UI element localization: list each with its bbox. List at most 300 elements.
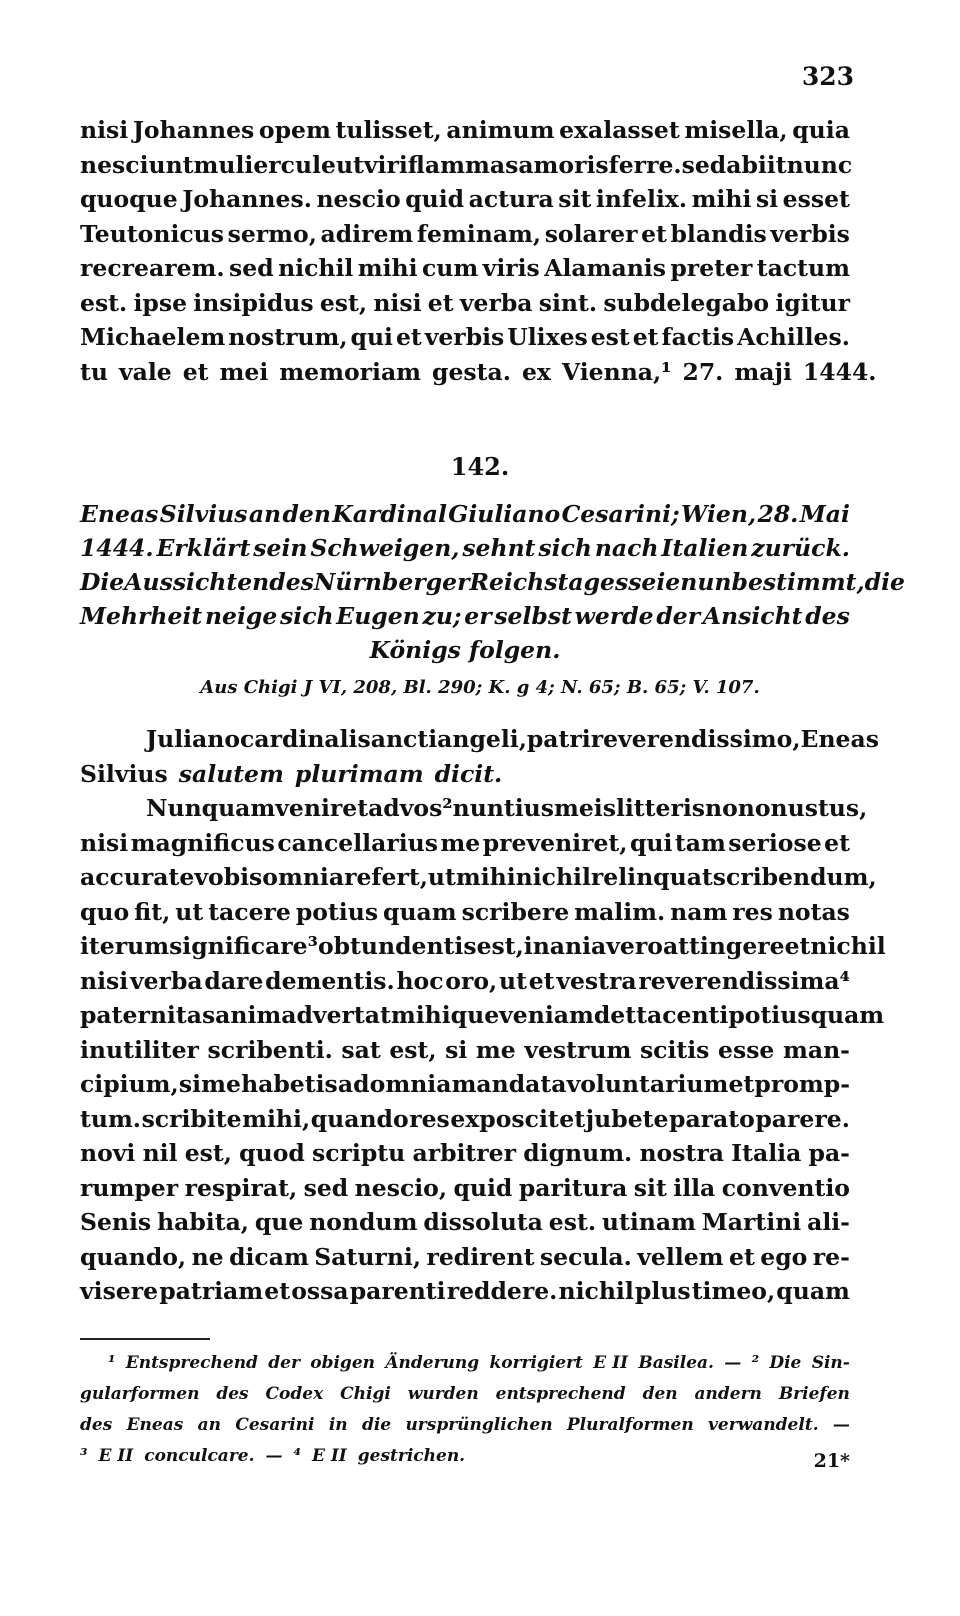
word: voluntarium [566,1070,729,1098]
word: scribenti. [207,1035,333,1064]
word: actura [468,185,554,213]
word: Änderung [385,1353,480,1373]
word: est, [476,932,524,960]
word: reverendissima⁴ [638,966,850,995]
word: Mai [799,500,850,528]
word: muliercule [193,150,336,179]
word: inutiliter [80,1035,199,1064]
word: viris [482,254,540,282]
word: neige [204,602,278,630]
word: animum [446,116,555,144]
word: secula. [539,1242,632,1271]
word: gesta. [432,357,511,386]
word: an [248,500,282,528]
word: dignum. [523,1139,633,1167]
footnotes [80,1348,850,1472]
word: 1444. [802,357,877,386]
word: et [784,932,811,960]
word: adirem [320,219,414,248]
word: conculcare. [144,1446,255,1466]
word: quod [239,1139,305,1167]
word: salutem [178,759,284,788]
word: dicam [229,1242,309,1271]
word: Schweigen, [310,534,460,562]
word: misella, [684,116,788,144]
word: novi [80,1139,136,1167]
word: potius [295,897,379,926]
word: ⁴ [293,1446,301,1466]
word: E II [593,1353,629,1373]
word: quam [810,1001,885,1029]
word: rumper [80,1173,179,1202]
word: Giuliano [448,500,561,528]
letter-number: 142. [450,452,510,481]
text-line [80,497,850,531]
text-line [80,1379,850,1410]
word: magnificus [130,828,275,857]
word: nisi [373,288,422,317]
word: reddere. [446,1277,558,1305]
word: E II [311,1446,347,1466]
text-line [80,1410,850,1441]
word: inania [523,932,607,960]
word: paternitas [80,1001,216,1029]
word: nichil [558,1277,634,1305]
word: flammas [407,150,519,179]
text-line [80,929,886,964]
word: nondum [309,1208,418,1236]
word: maji [734,357,792,386]
word: ali- [807,1208,850,1236]
word: nuntius [452,794,554,822]
word: illa [673,1173,716,1202]
text-line [80,998,885,1033]
word: sein [253,534,308,562]
word: onustus, [754,794,868,822]
word: quando, [80,1242,187,1271]
word: Silvius [159,500,248,528]
word: Chigi [340,1384,391,1404]
text-line [80,565,905,599]
word: jubete [585,1104,669,1133]
word: esset [782,185,850,213]
word: verbis [424,323,505,351]
word: ad [368,794,400,822]
word: que [254,1208,304,1236]
word: ut [427,863,456,891]
word: nostra [639,1139,724,1167]
text-line [80,1274,850,1309]
word: verwandelt. [708,1415,819,1435]
word: werde [574,602,654,630]
word: den [642,1384,678,1404]
text-line [80,722,879,757]
word: et [632,323,659,351]
word: et [264,1277,291,1305]
word: me [475,1035,516,1064]
text-line [80,860,877,895]
word: Eneas [126,1415,184,1435]
word: nunc [786,150,853,179]
word: Wien, [681,500,757,528]
word: ego [760,1242,808,1271]
word: et [395,323,422,351]
word: nisi [80,828,129,857]
word: potius [728,1001,811,1029]
word: Ansicht [702,602,803,630]
word: zu; [422,602,462,630]
word: preter [670,254,753,282]
word: fit, [134,897,171,926]
word: mihi [691,185,752,213]
text-line [80,964,850,999]
word: sed [303,1173,349,1202]
word: Alamanis [544,254,666,282]
word: mihi, [242,1104,311,1133]
word: scribendum, [712,863,877,891]
word: nichil [278,254,354,282]
text-line [80,1067,850,1102]
word: man- [782,1035,850,1064]
word: ferre. [608,150,682,179]
word: est, [319,288,368,317]
word: Italia [731,1139,802,1167]
word: tum. [80,1104,141,1133]
word: det [593,1001,637,1029]
word: Kardinal [332,500,447,528]
word: feminam, [416,219,542,248]
word: zurück. [751,534,850,562]
text-line [80,757,850,792]
word: des [269,568,314,596]
word: angeli, [437,725,527,753]
word: sancti [357,725,438,753]
text-line [80,1240,850,1275]
word: cipium, [80,1070,179,1098]
word: si [178,1070,202,1098]
word: exalasset [559,116,680,144]
word: Teutonicus [80,219,224,248]
word: ut [335,150,364,179]
word: Saturni, [314,1242,422,1271]
word: preveniret, [482,828,628,857]
word: et [182,357,209,386]
word: iterum [80,932,170,960]
word: Pluralformen [566,1415,694,1435]
word: scriptu [312,1139,406,1167]
word: relinquat [590,863,713,891]
word: vestra [556,966,637,995]
word: reverendissimo, [590,725,801,753]
word: obtundentis [317,932,477,960]
word: Juliano [146,725,241,753]
word: animadvertat [215,1001,391,1029]
word: mihique [390,1001,500,1029]
word: ipse [133,288,188,317]
word: — [724,1353,742,1373]
word: Eneas [80,500,159,528]
word: et [427,288,454,317]
word: habetis [241,1070,338,1098]
word: et [728,1070,755,1098]
word: quid [453,1173,513,1202]
word: est [590,323,630,351]
word: mei [219,357,269,386]
word: er [464,602,492,630]
word: me [440,828,481,857]
text-line [80,355,877,390]
text-line [80,113,850,148]
word: sich [538,534,592,562]
word: wurden [407,1384,479,1404]
word: an [197,1415,222,1435]
word: nescio, [354,1173,448,1202]
word: mihi [357,254,418,282]
word: non [705,794,755,822]
word: E II [98,1446,134,1466]
word: quoque [80,185,178,213]
word: vero [606,932,663,960]
word: tu [80,357,108,386]
word: 27. [682,357,724,386]
word: ut [175,897,204,926]
word: si [445,1035,468,1064]
word: scribite [141,1104,242,1133]
word: in [328,1415,348,1435]
word: malim. [574,897,666,926]
letter-142-text [80,722,886,1309]
word: gestrichen. [357,1446,466,1466]
word: verba [129,966,203,995]
word: veniret [275,794,369,822]
word: Codex [265,1384,324,1404]
word: obigen [310,1353,375,1373]
word: Ulixes [507,323,588,351]
word: quam [776,1277,850,1305]
word: re- [812,1242,850,1271]
word: quam [383,897,457,926]
word: nam [670,897,728,926]
word: Silvius [80,759,168,788]
word: igitur [775,288,850,317]
word: ossa [291,1277,349,1305]
word: si [755,185,779,213]
word: recrearem. [80,254,225,282]
word: res [732,897,773,926]
word: vellem [637,1242,724,1271]
word: nesciunt [80,150,194,179]
word: des [805,602,850,630]
word: Basilea. [638,1353,714,1373]
word: Die [769,1353,802,1373]
word: Entsprechend [125,1353,258,1373]
word: et [641,219,667,248]
word: nostrum, [228,323,348,351]
summary-last-line: Königs folgen. [369,636,561,664]
word: Vienna,¹ [561,357,672,386]
word: est, [184,1139,232,1167]
word: unbestimmt, [697,568,865,596]
word: sich [280,602,334,630]
word: Reichstages [469,568,629,596]
word: cum [421,254,479,282]
text-line [80,1171,850,1206]
word: res [409,1104,450,1133]
word: plurimam [294,759,424,788]
word: blandis [670,219,767,248]
word: Johannes [132,116,255,144]
text-line [80,1136,850,1171]
word: — [832,1415,850,1435]
word: ut [499,966,527,995]
word: et [559,1104,586,1133]
word: ursprünglichen [405,1415,553,1435]
footnote-rule [80,1338,210,1340]
word: die [361,1415,392,1435]
text-line [80,531,850,565]
text-line [80,826,850,861]
word: accurate [80,863,195,891]
page-number: 323 [801,62,854,91]
word: timeo, [691,1277,776,1305]
word: sehnt [462,534,536,562]
text-line [80,1348,850,1379]
word: tacenti [636,1001,729,1029]
word: ³ [80,1446,88,1466]
word: Aussichten [124,568,270,596]
word: quid [405,185,465,213]
word: seriose [728,828,822,857]
source-reference: Aus Chigi J VI, 208, Bl. 290; K. g 4; N. 65; B. 65; V. 107. [200,677,760,698]
word: patri [526,725,591,753]
word: nichil [810,932,886,960]
word: cancellarius [277,828,438,857]
word: Nunquam [146,794,276,822]
word: plus [634,1277,691,1305]
word: subdelegabo [603,288,770,317]
word: est, [389,1035,437,1064]
word: ad [337,1070,370,1098]
word: der [656,602,701,630]
word: et [528,966,555,995]
word: sermo, [227,219,317,248]
word: 1444. [80,534,154,562]
word: des [216,1384,249,1404]
word: den [282,500,331,528]
word: dare [204,966,264,995]
word: ² [751,1353,760,1373]
word: Briefen [778,1384,850,1404]
word: pa- [808,1139,850,1167]
letter-summary [80,497,905,667]
word: sat [341,1035,381,1064]
text-line [80,217,850,252]
word: dementis. [265,966,395,995]
word: der [268,1353,300,1373]
word: esse [718,1035,775,1064]
word: parere. [755,1104,850,1133]
word: vestrum [524,1035,632,1064]
word: scribere [461,897,570,926]
word: Michaelem [80,323,226,351]
text-line [80,1102,850,1137]
word: utinam [601,1208,696,1236]
word: cardinali [240,725,358,753]
text-line [80,320,850,355]
word: andern [694,1384,762,1404]
word: hoc [396,966,444,995]
word: verba [459,288,533,317]
word: dissoluta [423,1208,543,1236]
word: des [80,1415,113,1435]
letter-141-ending [80,113,877,389]
word: quia [792,116,850,144]
word: sit [558,185,592,213]
word: significare³ [169,932,318,960]
word: nescio [316,185,401,213]
word: me [201,1070,241,1098]
word: Achilles. [737,323,850,351]
word: redirent [426,1242,535,1271]
word: oro, [445,966,498,995]
word: notas [777,897,850,926]
word: parato [669,1104,755,1133]
word: respirat, [184,1173,298,1202]
text-line [80,182,850,217]
word: Sin- [811,1353,850,1373]
word: Senis [80,1208,152,1236]
word: nisi [80,966,129,995]
word: opem [258,116,331,144]
word: Johannes. [182,185,312,213]
word: Cesarini [235,1415,315,1435]
word: entsprechend [495,1384,626,1404]
word: vos² [399,794,453,822]
word: visere [80,1277,159,1305]
word: verbis [770,219,850,248]
word: korrigiert [489,1353,583,1373]
word: mihi [455,863,516,891]
word: sed [681,150,727,179]
word: tacere [208,897,291,926]
word: et [824,828,850,857]
word: viri [363,150,408,179]
word: est. [548,1208,596,1236]
word: infelix. [595,185,687,213]
signature-mark: 21* [813,1450,850,1472]
word: sed [229,254,274,282]
word: Eneas [800,725,879,753]
word: habita, [157,1208,249,1236]
word: sint. [538,288,598,317]
word: ¹ [108,1353,116,1373]
word: seien [628,568,698,596]
word: veniam [499,1001,594,1029]
word: insipidus [193,288,314,317]
word: meis [553,794,616,822]
word: paritura [518,1173,628,1202]
word: qui [350,323,393,351]
text-line [80,1205,850,1240]
word: solarer [544,219,638,248]
word: mandata [451,1070,567,1098]
word: promp- [754,1070,850,1098]
text-line [80,599,850,633]
word: est. [80,288,128,317]
word: Martini [701,1208,802,1236]
text-line [80,1033,850,1068]
word: parenti [349,1277,446,1305]
